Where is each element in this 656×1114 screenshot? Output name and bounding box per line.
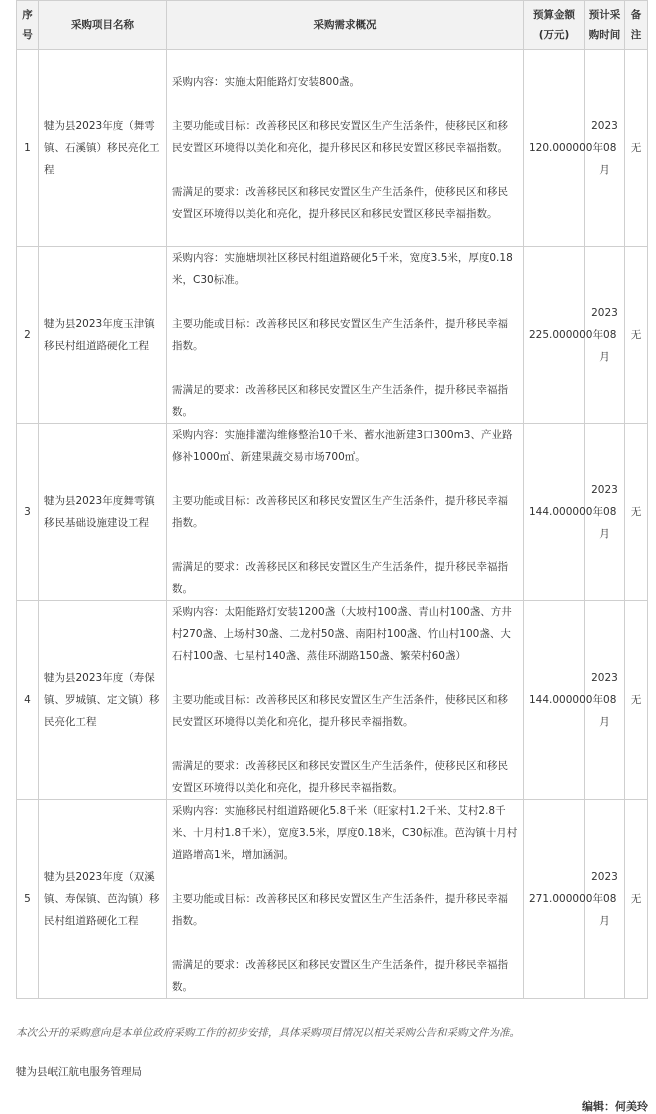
demand-goal: 主要功能或目标：改善移民区和移民安置区生产生活条件，提升移民幸福指数。 — [172, 893, 508, 927]
row-demand — [167, 800, 524, 999]
row-note: 无 — [625, 800, 648, 999]
row-note: 无 — [625, 50, 648, 247]
procurement-table — [16, 0, 648, 999]
row-amount: 120.000000 — [524, 50, 585, 247]
header-note: 备注 — [625, 1, 648, 50]
row-project-name: 犍为县2023年度（双溪镇、寿保镇、芭沟镇）移民村组道路硬化工程 — [39, 800, 167, 999]
row-no: 2 — [17, 247, 39, 424]
header-demand: 采购需求概况 — [167, 1, 524, 50]
header-time: 预计采购时间 — [585, 1, 625, 50]
row-time: 2023年08月 — [585, 247, 625, 424]
header-name: 采购项目名称 — [39, 1, 167, 50]
row-no: 1 — [17, 50, 39, 247]
row-project-name: 犍为县2023年度舞雩镇移民基础设施建设工程 — [39, 424, 167, 601]
demand-goal: 主要功能或目标：改善移民区和移民安置区生产生活条件，提升移民幸福指数。 — [172, 318, 508, 352]
demand-content: 采购内容：实施移民村组道路硬化5.8千米（旺家村1.2千米、艾村2.8千米、十月村1.8千米），宽度3.5米，厚度0.18米，C30标准。芭沟镇十月村道路增高1米，增加涵洞。 — [172, 805, 518, 861]
header-budget: 预算金额(万元) — [524, 1, 585, 50]
header-no: 序号 — [17, 1, 39, 50]
editor-credit: 编辑：何美玲 — [582, 1100, 648, 1113]
row-time: 2023年08月 — [585, 800, 625, 999]
demand-goal: 主要功能或目标：改善移民区和移民安置区生产生活条件，提升移民幸福指数。 — [172, 495, 508, 529]
row-amount: 144.000000 — [524, 601, 585, 800]
row-time: 2023年08月 — [585, 50, 625, 247]
demand-requirement: 需满足的要求：改善移民区和移民安置区生产生活条件，提升移民幸福指数。 — [172, 384, 508, 418]
demand-goal: 主要功能或目标：改善移民区和移民安置区生产生活条件，使移民区和移民安置区环境得以美化和亮化，提升移民区和移民安置区移民幸福指数。 — [172, 120, 508, 154]
demand-content: 采购内容：实施塘坝社区移民村组道路硬化5千米，宽度3.5米，厚度0.18米，C30标准。 — [172, 252, 513, 286]
demand-goal: 主要功能或目标：改善移民区和移民安置区生产生活条件，使移民区和移民安置区环境得以美化和亮化，提升移民幸福指数。 — [172, 694, 508, 728]
row-amount: 144.000000 — [524, 424, 585, 601]
row-no: 3 — [17, 424, 39, 601]
demand-requirement: 需满足的要求：改善移民区和移民安置区生产生活条件，使移民区和移民安置区环境得以美化和亮化，提升移民幸福指数。 — [172, 760, 508, 794]
table-row — [17, 424, 648, 601]
table-row — [17, 247, 648, 424]
row-note: 无 — [625, 424, 648, 601]
table-row — [17, 601, 648, 800]
row-time: 2023年08月 — [585, 424, 625, 601]
row-note: 无 — [625, 601, 648, 800]
row-demand — [167, 50, 524, 247]
row-project-name: 犍为县2023年度（舞雩镇、石溪镇）移民亮化工程 — [39, 50, 167, 247]
row-project-name: 犍为县2023年度（寿保镇、罗城镇、定文镇）移民亮化工程 — [39, 601, 167, 800]
row-no: 5 — [17, 800, 39, 999]
demand-content: 采购内容：实施太阳能路灯安装800盏。 — [172, 76, 361, 88]
row-demand — [167, 247, 524, 424]
table-row — [17, 800, 648, 999]
row-no: 4 — [17, 601, 39, 800]
row-note: 无 — [625, 247, 648, 424]
table-header-row — [17, 1, 648, 50]
row-demand — [167, 424, 524, 601]
row-project-name: 犍为县2023年度玉津镇移民村组道路硬化工程 — [39, 247, 167, 424]
row-amount: 271.000000 — [524, 800, 585, 999]
row-demand — [167, 601, 524, 800]
disclaimer-note: 本次公开的采购意向是本单位政府采购工作的初步安排，具体采购项目情况以相关采购公告和采购文件为准。 — [16, 1027, 520, 1039]
demand-content: 采购内容：实施排灌沟维修整治10千米、蓄水池新建3口300m3、产业路修补1000㎡、新建果蔬交易市场700㎡。 — [172, 429, 513, 463]
demand-requirement: 需满足的要求：改善移民区和移民安置区生产生活条件，提升移民幸福指数。 — [172, 959, 508, 993]
row-amount: 225.000000 — [524, 247, 585, 424]
publisher-organization: 犍为县岷江航电服务管理局 — [16, 1066, 142, 1078]
row-time: 2023年08月 — [585, 601, 625, 800]
demand-requirement: 需满足的要求：改善移民区和移民安置区生产生活条件，提升移民幸福指数。 — [172, 561, 508, 595]
table-row — [17, 50, 648, 247]
demand-content: 采购内容：太阳能路灯安装1200盏（大坡村100盏、青山村100盏、方井村270盏、上场村30盏、二龙村50盏、南阳村100盏、竹山村100盏、大石村100盏、七星村140盏、蒸佳环湖路150盏、繁荣村60盏） — [172, 606, 512, 662]
demand-requirement: 需满足的要求：改善移民区和移民安置区生产生活条件，使移民区和移民安置区环境得以美化和亮化，提升移民区和移民安置区移民幸福指数。 — [172, 186, 508, 220]
